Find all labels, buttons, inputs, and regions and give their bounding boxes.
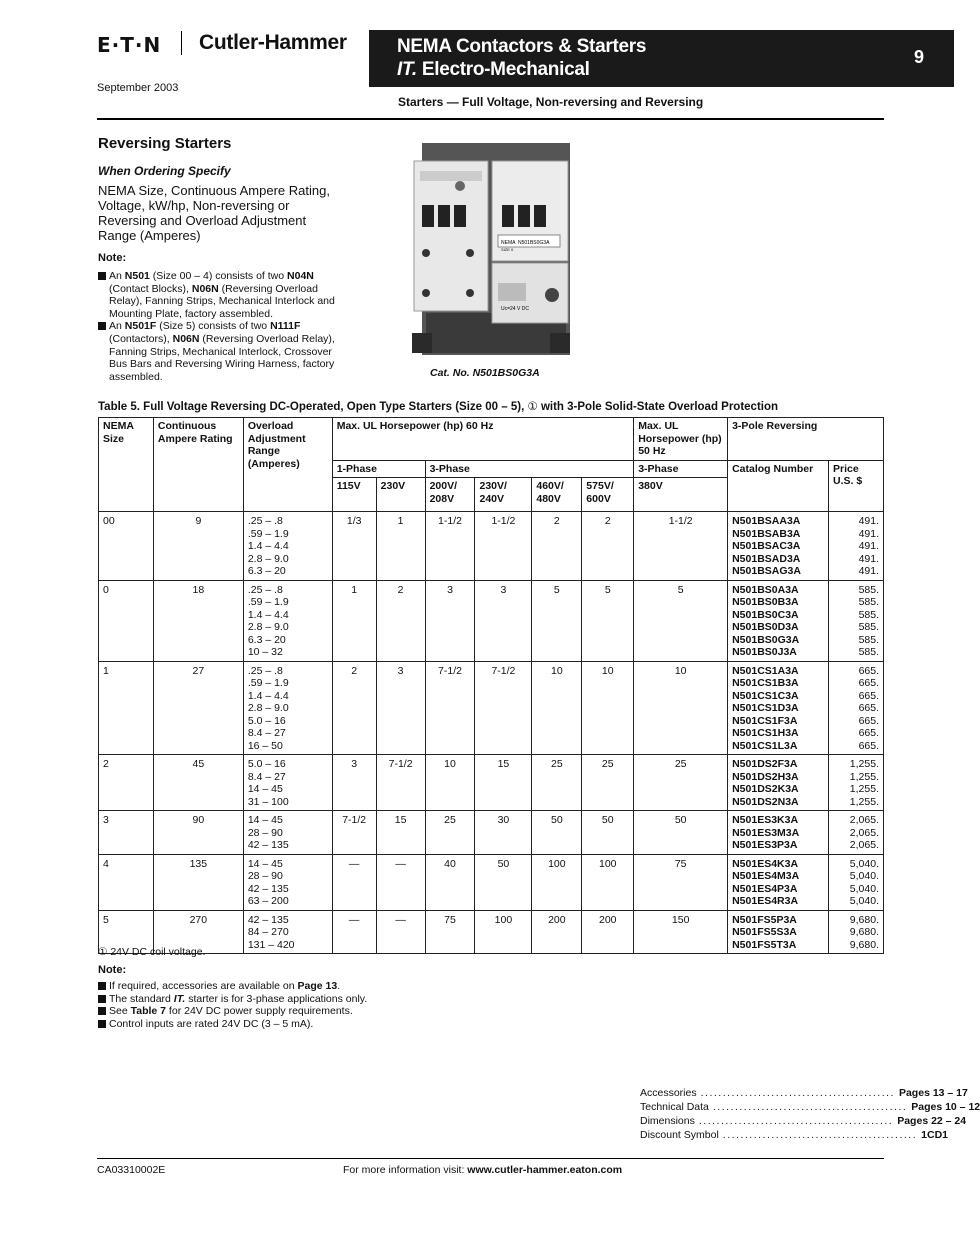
catalog-code: CA03310002E [97, 1164, 166, 1176]
cell-h575: 10 [582, 661, 634, 755]
note-item: Control inputs are rated 24V DC (3 – 5 mA). [98, 1018, 498, 1031]
note-label: Note: [98, 252, 127, 264]
table-row [99, 811, 884, 855]
cell-h230b: 7-1/2 [475, 661, 532, 755]
cell-h200: 75 [425, 910, 475, 954]
photo-caption: Cat. No. N501BS0G3A [430, 367, 540, 379]
photo-cat-label: N501BS0G3A [518, 240, 550, 246]
cell-h230b: 15 [475, 755, 532, 811]
cell-amp: 27 [153, 661, 243, 755]
top-notes [98, 270, 343, 383]
cell-h575: 100 [582, 854, 634, 910]
header-hp-60hz: Max. UL Horsepower (hp) 60 Hz [332, 418, 634, 461]
cell-ranges: .25 – .8 .59 – 1.9 1.4 – 4.4 2.8 – 9.0 5.0 – 16 8.4 – 27 16 – 50 [243, 661, 332, 755]
cell-h380: 10 [634, 661, 728, 755]
eaton-logo: E·T·N [97, 33, 162, 57]
header-overload-range: Overload Adjustment Range (Amperes) [243, 418, 332, 512]
cell-size: 00 [99, 512, 154, 581]
cell-h575: 2 [582, 512, 634, 581]
cell-h115: 7-1/2 [332, 811, 376, 855]
section-subhead: Starters — Full Voltage, Non-reversing and Reversing [398, 95, 704, 109]
title-line2-rest: Electro-Mechanical [416, 59, 590, 80]
header-continuous-amp: Continuous Ampere Rating [153, 418, 243, 512]
table-row [99, 854, 884, 910]
cell-h115: 1 [332, 580, 376, 661]
cell-ranges: .25 – .8 .59 – 1.9 1.4 – 4.4 2.8 – 9.0 6.3 – 20 [243, 512, 332, 581]
cell-h230: — [376, 854, 425, 910]
table-row [99, 661, 884, 755]
cell-h230b: 1-1/2 [475, 512, 532, 581]
cell-amp: 18 [153, 580, 243, 661]
page-number: 9 [913, 47, 924, 67]
reversing-starters-table [98, 417, 884, 954]
header-1phase: 1-Phase [332, 460, 425, 478]
bullet-square-icon [98, 982, 106, 990]
cell-h230: 15 [376, 811, 425, 855]
note-item: See Table 7 for 24V DC power supply requirements. [98, 1005, 498, 1018]
cell-h460: 100 [532, 854, 582, 910]
cell-h380: 25 [634, 755, 728, 811]
header-230v: 230V [376, 478, 425, 512]
cell-ranges: .25 – .8 .59 – 1.9 1.4 – 4.4 2.8 – 9.0 6.3 – 20 10 – 32 [243, 580, 332, 661]
cell-h200: 25 [425, 811, 475, 855]
note-item: An N501F (Size 5) consists of two N111F (Contactors), N06N (Reversing Overload Relay), Fanning Strips, Mechanical Interlock, Crossover Bus Bars and Reversing Wiring Harness, factory assembled. [98, 320, 343, 383]
ordering-text: NEMA Size, Continuous Ampere Rating, Voltage, kW/hp, Non-reversing or Reversing and Overload Adjustment Range (Amperes) [98, 183, 330, 243]
it-brand: IT. [397, 59, 417, 80]
cell-h460: 2 [532, 512, 582, 581]
header-575v: 575V/ 600V [582, 478, 634, 512]
header-rule [97, 118, 884, 120]
cell-h460: 25 [532, 755, 582, 811]
bottom-note-label: Note: [98, 964, 127, 976]
cell-h380: 50 [634, 811, 728, 855]
cell-h230b: 50 [475, 854, 532, 910]
cell-prices: 665. 665. 665. 665. 665. 665. 665. [828, 661, 883, 755]
starter-product-photo [412, 143, 570, 355]
header-3pole-reversing: 3-Pole Reversing [728, 418, 884, 461]
footer-rule [97, 1158, 884, 1159]
cell-prices: 5,040. 5,040. 5,040. 5,040. [828, 854, 883, 910]
cell-h230: 1 [376, 512, 425, 581]
cell-cats: N501BSAA3A N501BSAB3A N501BSAC3A N501BSAD3A N501BSAG3A [728, 512, 829, 581]
cell-cats: N501FS5P3A N501FS5S3A N501FS5T3A [728, 910, 829, 954]
cell-size: 1 [99, 661, 154, 755]
cell-amp: 45 [153, 755, 243, 811]
table-row [99, 910, 884, 954]
cell-h575: 25 [582, 755, 634, 811]
cell-cats: N501DS2F3A N501DS2H3A N501DS2K3A N501DS2N3A [728, 755, 829, 811]
ordering-heading: When Ordering Specify [98, 164, 231, 178]
cell-h380: 1-1/2 [634, 512, 728, 581]
cell-h230: — [376, 910, 425, 954]
cell-amp: 90 [153, 811, 243, 855]
note-item: If required, accessories are available on Page 13. [98, 980, 498, 993]
cell-prices: 1,255. 1,255. 1,255. 1,255. [828, 755, 883, 811]
cell-amp: 270 [153, 910, 243, 954]
cell-cats: N501ES4K3A N501ES4M3A N501ES4P3A N501ES4R3A [728, 854, 829, 910]
cell-cats: N501CS1A3A N501CS1B3A N501CS1C3A N501CS1D3A N501CS1F3A N501CS1H3A N501CS1L3A [728, 661, 829, 755]
title-bar [369, 30, 954, 87]
cell-prices: 2,065. 2,065. 2,065. [828, 811, 883, 855]
cell-h115: 3 [332, 755, 376, 811]
cell-h380: 5 [634, 580, 728, 661]
cell-h460: 10 [532, 661, 582, 755]
cell-prices: 9,680. 9,680. 9,680. [828, 910, 883, 954]
header-115v: 115V [332, 478, 376, 512]
cell-ranges: 14 – 45 28 – 90 42 – 135 [243, 811, 332, 855]
section-title: Reversing Starters [98, 135, 232, 152]
note-item: An N501 (Size 00 – 4) consists of two N04N (Contact Blocks), N06N (Reversing Overload Relay), Fanning Strips, Mechanical Interlock and Mounting Plate, factory assembled. [98, 270, 343, 320]
cell-cats: N501BS0A3A N501BS0B3A N501BS0C3A N501BS0D3A N501BS0G3A N501BS0J3A [728, 580, 829, 661]
photo-size-label: SIZE 0 [501, 247, 514, 252]
cell-h575: 50 [582, 811, 634, 855]
table-row [99, 512, 884, 581]
cell-h200: 1-1/2 [425, 512, 475, 581]
cell-ranges: 42 – 135 84 – 270 131 – 420 [243, 910, 332, 954]
website-link[interactable]: www.cutler-hammer.eaton.com [467, 1164, 623, 1176]
table-row [99, 580, 884, 661]
bullet-square-icon [98, 1007, 106, 1015]
cell-h230: 3 [376, 661, 425, 755]
xref-row: Accessories ............................................ Pages 13 – 17 [640, 1087, 968, 1099]
cell-h230: 7-1/2 [376, 755, 425, 811]
cell-prices: 491. 491. 491. 491. 491. [828, 512, 883, 581]
cell-amp: 9 [153, 512, 243, 581]
page-title-line1: NEMA Contactors & Starters [397, 36, 647, 57]
cell-h575: 5 [582, 580, 634, 661]
table-footnote: ① 24V DC coil voltage. [98, 946, 206, 958]
cell-h380: 150 [634, 910, 728, 954]
cell-size: 0 [99, 580, 154, 661]
xref-row: Technical Data ............................................ Pages 10 – 12 [640, 1101, 980, 1113]
cell-h200: 10 [425, 755, 475, 811]
cell-size: 5 [99, 910, 154, 954]
header-230v-240v: 230V/ 240V [475, 478, 532, 512]
table-title: Table 5. Full Voltage Reversing DC-Operated, Open Type Starters (Size 00 – 5), ① with 3-Pole Solid-State Overload Protection [98, 401, 779, 413]
cell-h230: 2 [376, 580, 425, 661]
cell-h200: 40 [425, 854, 475, 910]
xref-row: Dimensions ............................................ Pages 22 – 24 [640, 1115, 967, 1127]
cell-prices: 585. 585. 585. 585. 585. 585. [828, 580, 883, 661]
cell-h460: 50 [532, 811, 582, 855]
photo-nema-label: NEMA [501, 240, 516, 246]
photo-volt-label: Uc=24 V DC [501, 306, 529, 312]
table-row [99, 755, 884, 811]
page-title-line2 [397, 59, 590, 81]
header-460v: 460V/ 480V [532, 478, 582, 512]
publication-date: September 2003 [97, 82, 179, 94]
header-200v: 200V/ 208V [425, 478, 475, 512]
logo-divider [181, 31, 182, 55]
bullet-square-icon [98, 1020, 106, 1028]
bottom-notes [98, 980, 498, 1030]
cutler-hammer-logo: Cutler-Hammer [199, 31, 347, 54]
cell-amp: 135 [153, 854, 243, 910]
cell-h460: 200 [532, 910, 582, 954]
header-price: Price U.S. $ [828, 460, 883, 512]
cell-ranges: 14 – 45 28 – 90 42 – 135 63 – 200 [243, 854, 332, 910]
bullet-square-icon [98, 322, 106, 330]
cell-h230b: 3 [475, 580, 532, 661]
cell-h380: 75 [634, 854, 728, 910]
note-item: The standard IT. starter is for 3-phase applications only. [98, 993, 498, 1006]
cell-h115: — [332, 854, 376, 910]
xref-row: Discount Symbol ............................................ 1CD1 [640, 1129, 948, 1141]
bullet-square-icon [98, 995, 106, 1003]
footer-info: For more information visit: www.cutler-hammer.eaton.com [343, 1164, 623, 1176]
cell-size: 3 [99, 811, 154, 855]
header-hp-50hz: Max. UL Horsepower (hp) 50 Hz [634, 418, 728, 461]
cell-ranges: 5.0 – 16 8.4 – 27 14 – 45 31 – 100 [243, 755, 332, 811]
header-3phase: 3-Phase [425, 460, 634, 478]
header-3phase-50hz: 3-Phase [634, 460, 728, 478]
bullet-square-icon [98, 272, 106, 280]
cell-h200: 7-1/2 [425, 661, 475, 755]
cell-h200: 3 [425, 580, 475, 661]
cell-h115: — [332, 910, 376, 954]
cell-h230b: 30 [475, 811, 532, 855]
table-body [99, 512, 884, 954]
cell-h230b: 100 [475, 910, 532, 954]
cell-cats: N501ES3K3A N501ES3M3A N501ES3P3A [728, 811, 829, 855]
header-catalog-number: Catalog Number [728, 460, 829, 512]
header-nema-size: NEMA Size [99, 418, 154, 512]
cell-h115: 1/3 [332, 512, 376, 581]
cell-size: 2 [99, 755, 154, 811]
cell-h115: 2 [332, 661, 376, 755]
cell-h575: 200 [582, 910, 634, 954]
cross-reference-box [640, 1086, 980, 1142]
cell-size: 4 [99, 854, 154, 910]
header-380v: 380V [634, 478, 728, 512]
cell-h460: 5 [532, 580, 582, 661]
